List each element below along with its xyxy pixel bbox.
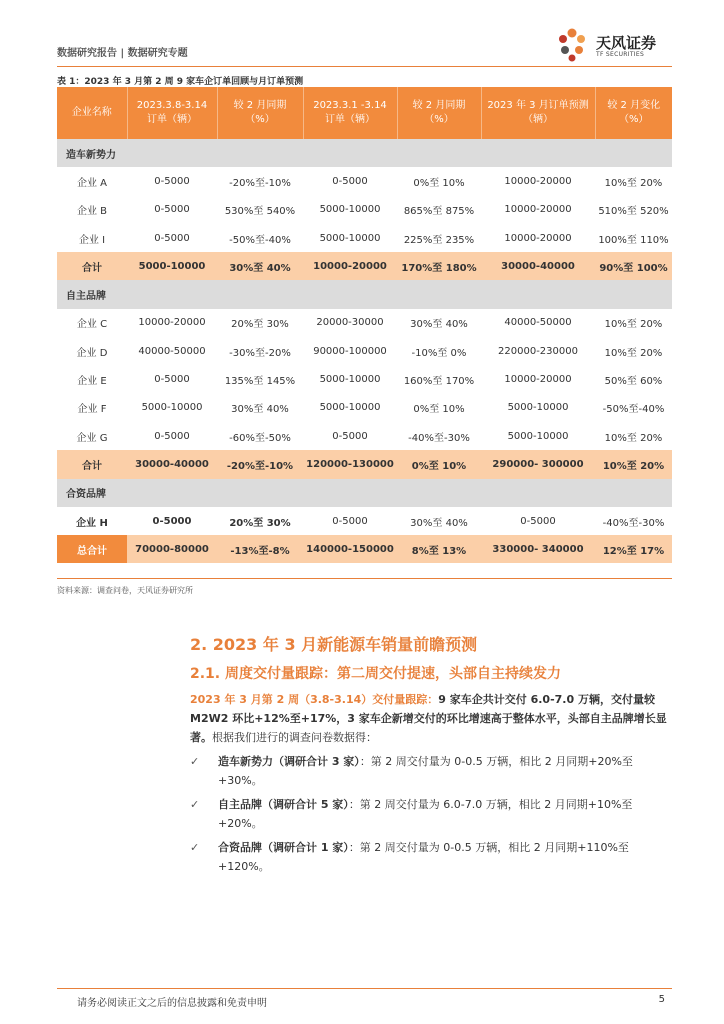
table-cell: 135%至 145% [224, 376, 296, 388]
table-cell: 0-5000 [152, 515, 192, 527]
table-cell: 5000-10000 [319, 232, 381, 244]
col-header: 较 2 月同期 （%） [217, 87, 303, 139]
table-cell: 合计 [57, 450, 127, 478]
table-cell: 50%至 60% [604, 376, 663, 388]
checkmark-icon: ✓ [190, 841, 200, 854]
table-cell: 5000-10000 [319, 402, 381, 414]
table-cell: -50%至-40% [229, 234, 291, 246]
group-row [57, 139, 672, 167]
group-label: 自主品牌 [57, 280, 672, 308]
table-bottom-rule [57, 578, 672, 579]
para-tail: 根据我们进行的调查问卷数据得： [212, 731, 377, 744]
table-cell: -13%至-8% [217, 535, 303, 563]
table-cell: 30000-40000 [481, 252, 595, 280]
table-cell: -40%至-30% [408, 432, 470, 444]
table-row [57, 394, 672, 422]
table-cell: 20000-30000 [316, 317, 384, 329]
bullet-item [190, 795, 670, 833]
group-row [57, 479, 672, 507]
table-cell: -60%至-50% [229, 432, 291, 444]
table-cell: 40000-50000 [504, 317, 572, 329]
table-cell: 160%至 170% [403, 376, 475, 388]
bullet-bold: 造车新势力（调研合计 3 家） [218, 755, 360, 768]
table-row [57, 309, 672, 337]
body-paragraph [190, 690, 670, 747]
table-cell: -50%至-40% [602, 404, 665, 416]
table-row [57, 422, 672, 450]
checkmark-icon: ✓ [190, 798, 200, 811]
table-cell: 0%至 10% [413, 404, 465, 416]
table-cell: 企业 C [76, 319, 108, 331]
table-cell: 40000-50000 [138, 345, 206, 357]
table-cell: 总合计 [57, 535, 127, 563]
table-cell: 8%至 13% [397, 535, 481, 563]
table-cell: 企业 G [76, 432, 108, 444]
page-header [57, 26, 672, 66]
table-cell: 20%至 30% [231, 319, 289, 331]
para-highlight: 2023 年 3 月第 2 周（3.8-3.14）交付量跟踪： [190, 693, 439, 706]
table-cell: 0-5000 [332, 175, 368, 187]
table-caption: 表 1：2023 年 3 月第 2 周 9 家车企订单回顾与月订单预测 [57, 77, 304, 87]
table-cell: 企业 A [76, 177, 108, 189]
col-header: 2023 年 3 月订单预测 （辆） [481, 87, 595, 139]
table-cell: 0%至 10% [413, 177, 465, 189]
col-header: 较 2 月同期 （%） [397, 87, 481, 139]
table-cell: 0-5000 [154, 175, 190, 187]
company-logo [552, 26, 672, 64]
table-cell: -40%至-30% [602, 517, 665, 529]
table-cell: 10%至 20% [604, 432, 663, 444]
table-cell: -30%至-20% [229, 347, 291, 359]
table-cell: 510%至 520% [598, 206, 669, 218]
table-cell: 企业 E [77, 376, 107, 388]
subtotal-row [57, 450, 672, 478]
bullet-bold: 合资品牌（调研合计 1 家） [218, 841, 349, 854]
table-cell: 10%至 20% [604, 319, 663, 331]
table-source: 资料来源：调查问卷，天风证券研究所 [57, 586, 193, 595]
footer-rule [57, 988, 672, 989]
table-header-row [57, 87, 672, 139]
table-cell: 5000-10000 [319, 374, 381, 386]
table-cell: 30%至 40% [231, 404, 289, 416]
table-cell: 5000-10000 [141, 402, 203, 414]
bullet-bold: 自主品牌（调研合计 5 家） [218, 798, 349, 811]
subsection-title: 2.1. 周度交付量跟踪：第二周交付提速，头部自主持续发力 [190, 666, 561, 682]
table-cell: -20%至-10% [229, 177, 291, 189]
bullet-item [190, 752, 670, 790]
table-cell: 10%至 20% [595, 450, 672, 478]
table-cell: 170%至 180% [397, 252, 481, 280]
table-cell: 220000-230000 [498, 345, 578, 357]
para-bold: 9 家车企共计交付 6.0-7.0 万辆，交付量较 M2W2 环比+12%至+17%，3 家车企新增交付的环比增速高于整体水平，头部自主品牌增长显著。 [190, 693, 667, 744]
table-cell: 225%至 235% [403, 234, 475, 246]
table-cell: 5000-10000 [319, 204, 381, 216]
table-cell: 0-5000 [154, 232, 190, 244]
table-cell: 90%至 100% [595, 252, 672, 280]
page-number: 5 [658, 994, 665, 1005]
table-cell: 企业 B [76, 206, 108, 218]
table-cell: 330000- 340000 [481, 535, 595, 563]
table-cell: 10000-20000 [504, 204, 572, 216]
table-cell: 12%至 17% [595, 535, 672, 563]
table-cell: 30000-40000 [127, 450, 217, 478]
table-row [57, 507, 672, 535]
section-title: 2. 2023 年 3 月新能源车销量前瞻预测 [190, 635, 478, 654]
table-cell: 5000-10000 [507, 402, 569, 414]
col-header: 企业名称 [57, 87, 127, 139]
table-cell: 30%至 40% [410, 319, 468, 331]
col-header: 2023.3.1 -3.14 订单（辆） [303, 87, 397, 139]
table-row [57, 167, 672, 195]
logo-english: TF SECURITIES [596, 51, 645, 58]
table-cell: 企业 H [76, 517, 108, 529]
report-category: 数据研究报告 | 数据研究专题 [57, 48, 188, 59]
table-cell: 10000-20000 [303, 252, 397, 280]
subtotal-row [57, 252, 672, 280]
table-cell: 企业 I [78, 234, 106, 246]
table-row [57, 196, 672, 224]
table-cell: 0%至 10% [397, 450, 481, 478]
table-cell: 0-5000 [154, 204, 190, 216]
table-cell: 120000-130000 [303, 450, 397, 478]
table-row [57, 337, 672, 365]
footer-disclaimer: 请务必阅读正文之后的信息披露和免责申明 [77, 998, 267, 1009]
table-cell: 30%至 40% [217, 252, 303, 280]
bullet-text: ：第 2 周交付量为 6.0-7.0 万辆，相比 2 月同期+10%至+20%。 [218, 798, 633, 830]
table-cell: 企业 D [76, 347, 108, 359]
group-label: 造车新势力 [57, 139, 672, 167]
total-row [57, 535, 672, 563]
table-cell: 合计 [57, 252, 127, 280]
table-cell: 90000-100000 [313, 345, 387, 357]
table-cell: 140000-150000 [303, 535, 397, 563]
col-header: 较 2 月变化 （%） [595, 87, 672, 139]
table-cell: 企业 F [77, 404, 107, 416]
table-cell: 0-5000 [332, 515, 368, 527]
bullet-item [190, 838, 670, 876]
checkmark-icon: ✓ [190, 755, 200, 768]
table-cell: 10000-20000 [504, 374, 572, 386]
orders-table [57, 87, 672, 563]
logo-name: 天风证券 [596, 34, 657, 52]
table-cell: 10%至 20% [604, 177, 663, 189]
group-row [57, 280, 672, 308]
group-label: 合资品牌 [57, 479, 672, 507]
table-cell: 10000-20000 [504, 175, 572, 187]
table-cell: 530%至 540% [224, 206, 296, 218]
table-cell: 5000-10000 [507, 430, 569, 442]
table-row [57, 365, 672, 393]
table-cell: 100%至 110% [598, 234, 669, 246]
table-cell: 0-5000 [332, 430, 368, 442]
table-cell: -10%至 0% [411, 347, 467, 359]
logo-flower-icon [552, 26, 592, 64]
bullet-text: ：第 2 周交付量为 0-0.5 万辆，相比 2 月同期+110%至+120%。 [218, 841, 629, 873]
table-cell: 0-5000 [520, 515, 556, 527]
table-cell: 865%至 875% [403, 206, 475, 218]
table-cell: 0-5000 [154, 430, 190, 442]
table-cell: 30%至 40% [410, 517, 468, 529]
table-cell: 290000- 300000 [481, 450, 595, 478]
table-cell: 10000-20000 [138, 317, 206, 329]
col-header: 2023.3.8-3.14 订单（辆） [127, 87, 217, 139]
table-cell: 5000-10000 [127, 252, 217, 280]
table-cell: -20%至-10% [217, 450, 303, 478]
table-cell: 10%至 20% [604, 347, 663, 359]
table-cell: 70000-80000 [127, 535, 217, 563]
header-rule [57, 66, 672, 67]
table-cell: 20%至 30% [229, 517, 291, 529]
table-row [57, 224, 672, 252]
bullet-text: ：第 2 周交付量为 0-0.5 万辆，相比 2 月同期+20%至+30%。 [218, 755, 633, 787]
table-cell: 10000-20000 [504, 232, 572, 244]
table-cell: 0-5000 [154, 374, 190, 386]
